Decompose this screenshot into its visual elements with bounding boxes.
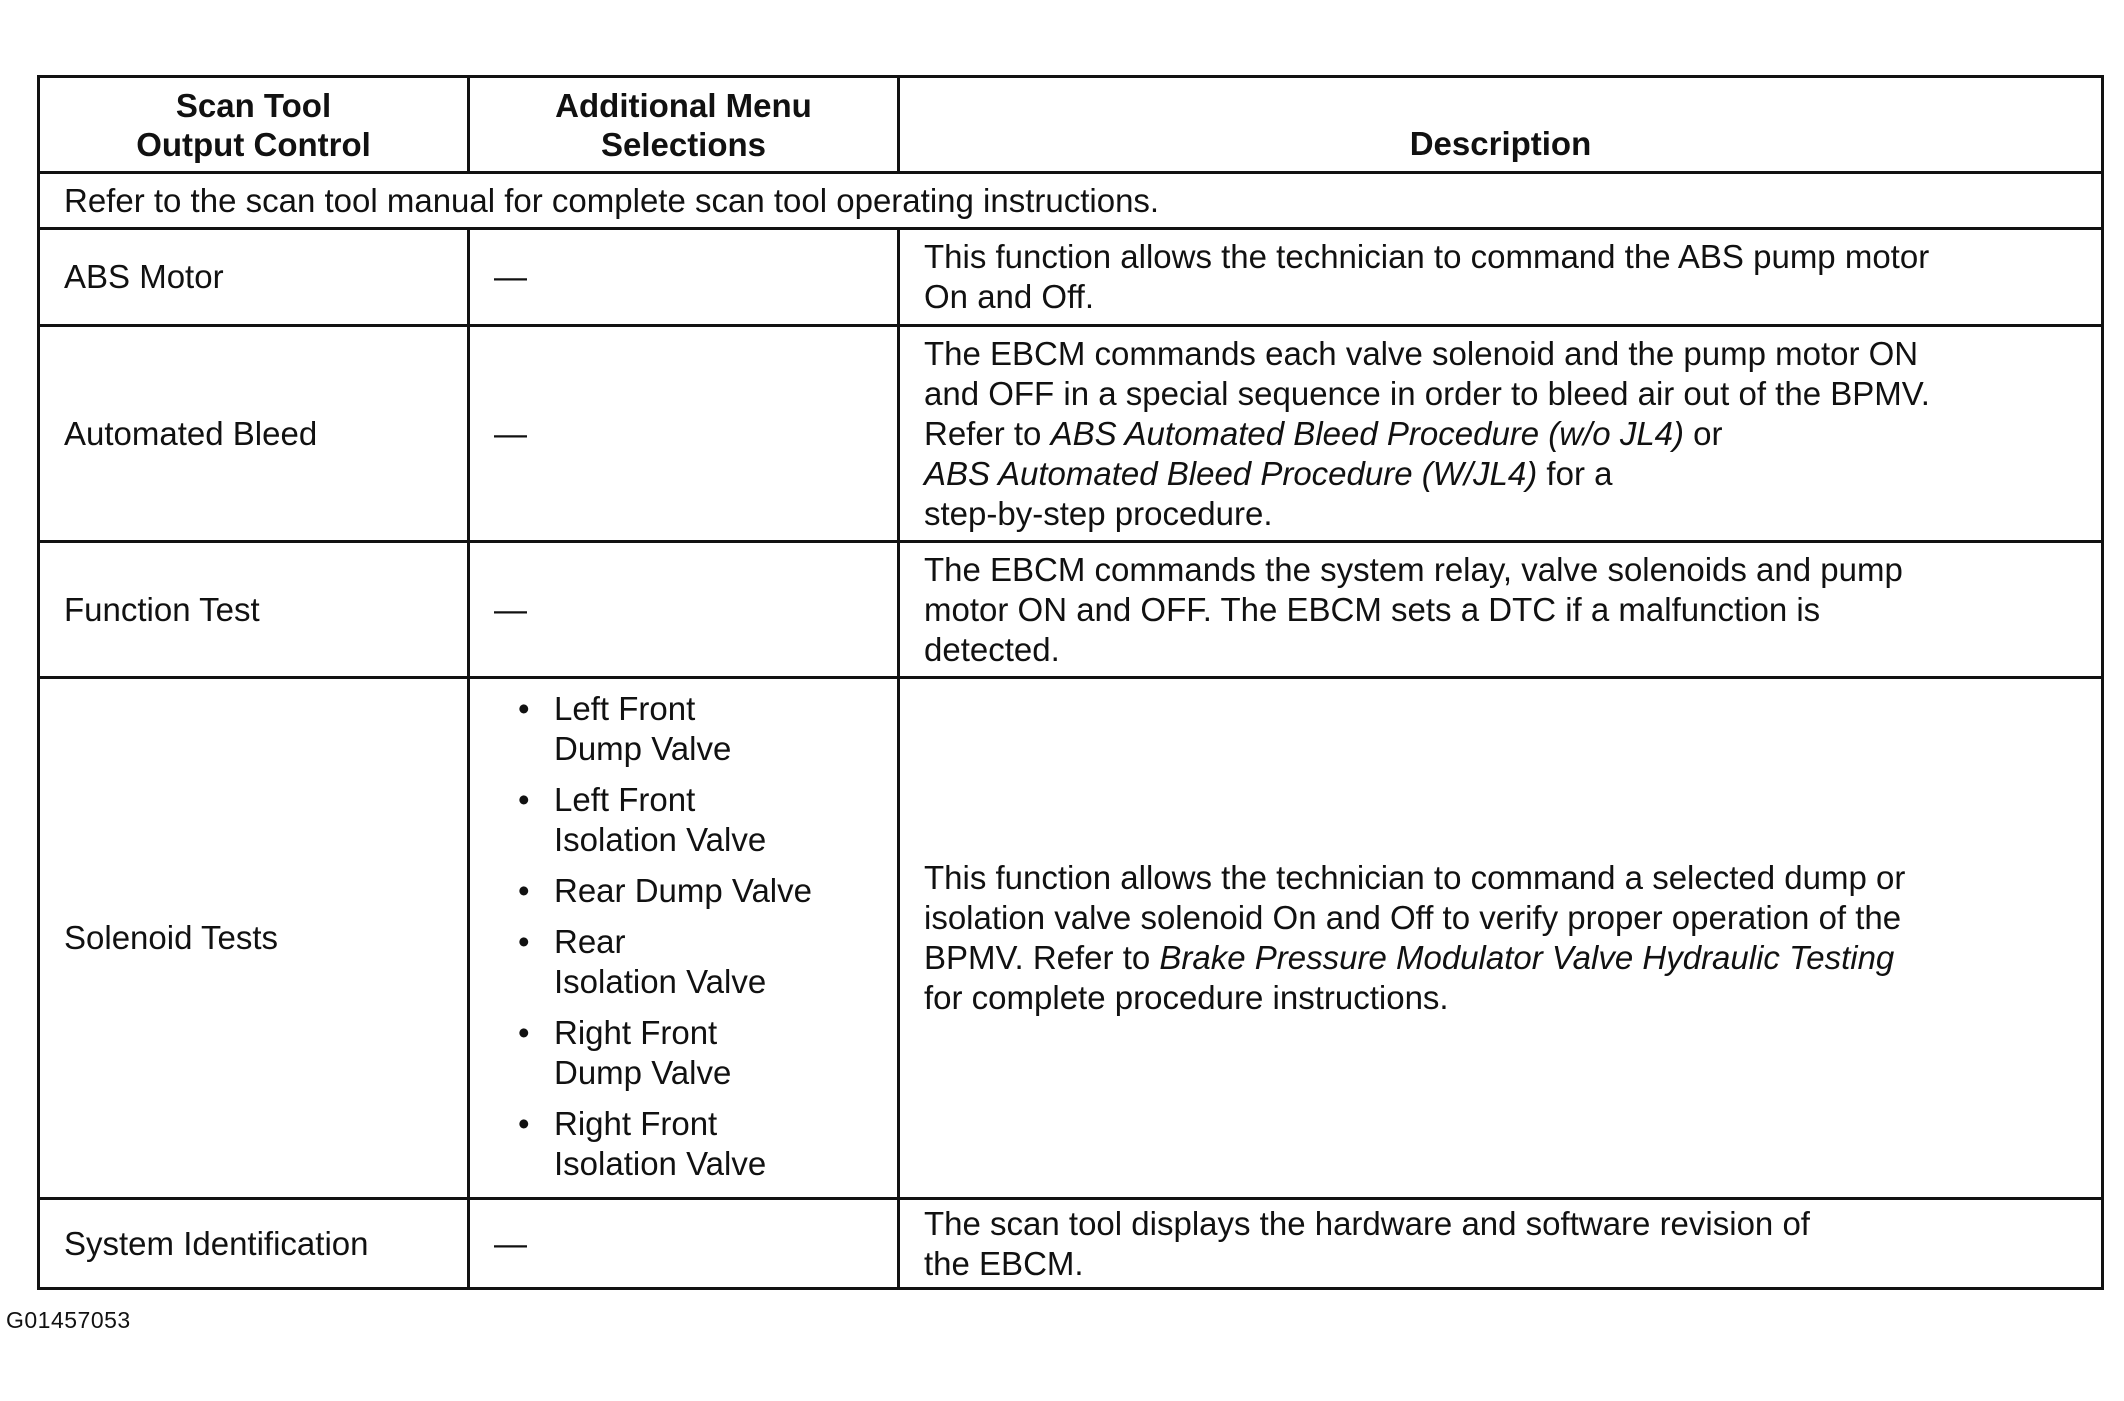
description-line: for complete procedure instructions. (924, 979, 1449, 1016)
description-line: This function allows the technician to command a selected dump or (924, 859, 1906, 896)
selection-dash: — (469, 229, 899, 326)
description-line: and OFF in a special sequence in order to bleed air out of the BPMV. (924, 374, 1930, 412)
selection-list (470, 689, 897, 1184)
selection-dash: — (469, 326, 899, 542)
description-cell (899, 1199, 2103, 1289)
selection-dash: — (469, 542, 899, 678)
selection-line: Right Front (554, 1105, 718, 1142)
header-col2-line2: Selections (600, 125, 767, 163)
description-text: or (1684, 414, 1723, 452)
description-cell (899, 229, 2103, 326)
description-text: for a (1537, 454, 1613, 492)
list-item (518, 1104, 897, 1184)
bullet-icon: • (518, 1014, 530, 1051)
list-item (518, 871, 897, 911)
control-name: ABS Motor (39, 229, 469, 326)
description-line: isolation valve solenoid On and Off to verify proper operation of the (924, 899, 1902, 936)
description-line (924, 414, 2077, 454)
control-name: System Identification (39, 1199, 469, 1289)
header-col1-line1: Scan Tool (175, 86, 332, 124)
header-description: Description (899, 77, 2103, 173)
list-item (518, 1013, 897, 1093)
description-text: BPMV. Refer to (924, 939, 1160, 976)
description-line: The EBCM commands each valve solenoid and the pump motor ON (924, 334, 1919, 372)
table-row (39, 542, 2103, 678)
header-col2-line1: Additional Menu (555, 86, 812, 124)
header-row (39, 77, 2103, 173)
description-line: The scan tool displays the hardware and software revision of (924, 1204, 1810, 1242)
description-cell (899, 326, 2103, 542)
selection-line: Right Front (554, 1014, 718, 1051)
description-line: the EBCM. (924, 1244, 1084, 1282)
description-line: This function allows the technician to command the ABS pump motor (924, 238, 1930, 275)
control-name: Solenoid Tests (39, 678, 469, 1199)
list-item (518, 780, 897, 860)
description-cell (899, 678, 2103, 1199)
bullet-icon: • (518, 690, 530, 727)
bullet-icon: • (518, 1105, 530, 1142)
procedure-reference-link[interactable]: ABS Automated Bleed Procedure (W/JL4) (924, 454, 1538, 492)
scan-tool-output-controls-table (37, 75, 2104, 1290)
table-row (39, 326, 2103, 542)
description-text: Refer to (924, 414, 1051, 452)
selection-line: Dump Valve (554, 730, 732, 767)
header-col1-line2: Output Control (136, 125, 371, 163)
selection-line: Left Front (554, 781, 696, 818)
description-line: On and Off. (924, 278, 1094, 315)
figure-id: G01457053 (6, 1307, 131, 1333)
note-text: Refer to the scan tool manual for complete scan tool operating instructions. (39, 173, 2103, 229)
header-additional-menu-selections (469, 77, 899, 173)
selection-line: Isolation Valve (554, 1145, 767, 1182)
selection-line: Isolation Valve (554, 963, 767, 1000)
description-line (924, 938, 2077, 978)
table-row (39, 229, 2103, 326)
selection-line: Rear (554, 923, 626, 960)
note-row (39, 173, 2103, 229)
description-line: step-by-step procedure. (924, 494, 1273, 532)
description-line (924, 454, 2077, 494)
procedure-reference-link[interactable]: ABS Automated Bleed Procedure (w/o JL4) (1050, 414, 1685, 452)
description-line: The EBCM commands the system relay, valve solenoids and pump (924, 550, 1903, 588)
table-row (39, 678, 2103, 1199)
bullet-icon: • (518, 781, 530, 818)
selection-line: Rear Dump Valve (554, 872, 812, 909)
header-scan-tool-output-control (39, 77, 469, 173)
selection-dash: — (469, 1199, 899, 1289)
description-cell (899, 542, 2103, 678)
bullet-icon: • (518, 872, 530, 909)
bullet-icon: • (518, 923, 530, 960)
selection-line: Isolation Valve (554, 821, 767, 858)
control-name: Automated Bleed (39, 326, 469, 542)
control-name: Function Test (39, 542, 469, 678)
list-item (518, 689, 897, 769)
list-item (518, 922, 897, 1002)
description-line: motor ON and OFF. The EBCM sets a DTC if a malfunction is (924, 590, 1821, 628)
selection-line: Left Front (554, 690, 696, 727)
table-row (39, 1199, 2103, 1289)
procedure-reference-link[interactable]: Brake Pressure Modulator Valve Hydraulic Testing (1159, 939, 1895, 976)
description-line: detected. (924, 630, 1060, 668)
selections-cell (469, 678, 899, 1199)
selection-line: Dump Valve (554, 1054, 732, 1091)
